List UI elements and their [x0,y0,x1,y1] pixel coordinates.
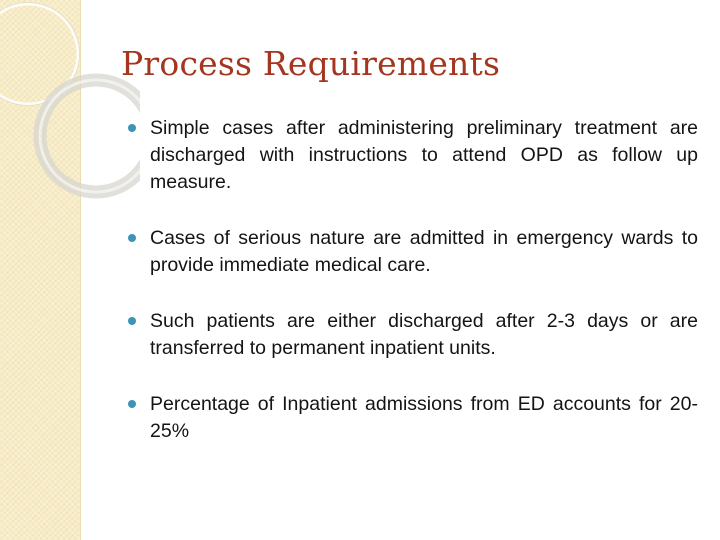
bullet-dot-icon [128,124,136,132]
bullet-list [126,115,698,474]
bullet-text: Percentage of Inpatient admissions from ED accounts for 20-25% [150,393,698,442]
bullet-item [126,225,698,279]
bullet-dot-icon [128,234,136,242]
bullet-text: Cases of serious nature are admitted in emergency wards to provide immediate medical care. [150,227,698,276]
bullet-text: Simple cases after administering preliminary treatment are discharged with instructions to attend OPD as follow up measure. [150,117,698,193]
bullet-item [126,115,698,196]
bullet-item [126,308,698,362]
bullet-dot-icon [128,317,136,325]
slide-title: Process Requirements [121,44,501,83]
decorative-rings-icon [0,0,140,240]
bullet-dot-icon [128,400,136,408]
bullet-text: Such patients are either discharged after 2-3 days or are transferred to permanent inpatient units. [150,310,698,359]
bullet-item [126,391,698,445]
